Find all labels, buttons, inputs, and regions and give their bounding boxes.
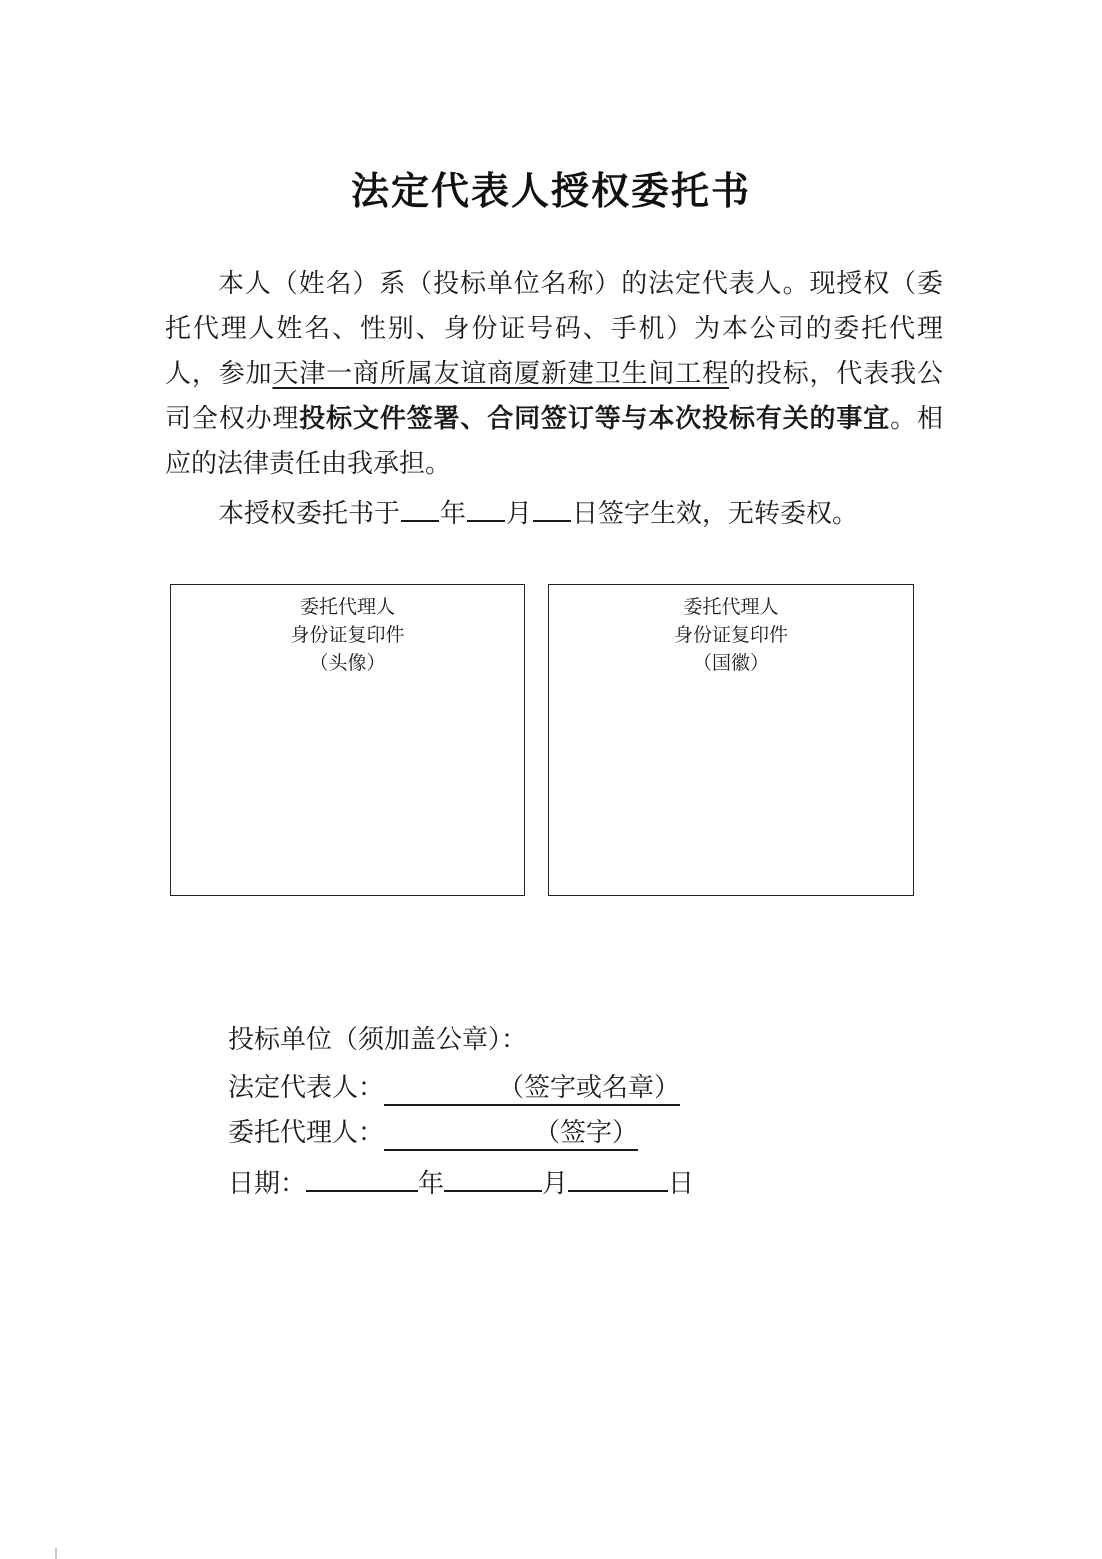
para2-year: 年 [440, 499, 467, 529]
date-year-field[interactable] [306, 1158, 418, 1192]
id-box-line1: 委托代理人 [683, 596, 779, 618]
scan-artifact [55, 1548, 57, 1559]
id-box-line2: 身份证复印件 [290, 624, 405, 646]
para-intro: 本人（姓名）系（投标单位名称）的法定代表人。现授权（委托代理人姓名、性别、身份证号码、手机）为本公司的委托代理人，参加 [165, 269, 943, 389]
date-day-field[interactable] [568, 1158, 668, 1192]
id-box-line3: （头像） [309, 652, 386, 674]
date-month-label: 月 [542, 1169, 569, 1199]
id-box-line3: （国徽） [692, 652, 769, 674]
document-title: 法定代表人授权委托书 [350, 168, 751, 213]
date-month-field[interactable] [444, 1158, 542, 1192]
date-line [228, 1158, 694, 1204]
project-name: 天津一商所属友谊商厦新建卫生间工程 [272, 359, 729, 389]
day-blank[interactable] [533, 490, 571, 522]
id-copy-box-portrait [170, 584, 525, 896]
date-year-label: 年 [418, 1169, 445, 1199]
legal-rep-hint: （签字或名章） [498, 1073, 681, 1103]
id-copy-box-emblem [548, 584, 914, 896]
bidder-label: 投标单位（须加盖公章）： [228, 1025, 528, 1055]
authorization-paragraph [165, 262, 943, 487]
para2-start: 本授权委托书于 [218, 499, 401, 529]
year-blank[interactable] [401, 490, 439, 522]
para2-day: 日签字生效，无转委权。 [572, 499, 859, 529]
legal-rep-line [228, 1068, 680, 1108]
id-box-line1: 委托代理人 [299, 596, 395, 618]
bidder-seal-line [228, 1020, 527, 1060]
agent-hint: （签字） [534, 1118, 639, 1148]
para2-month: 月 [506, 499, 533, 529]
legal-rep-signature-field[interactable] [384, 1072, 680, 1106]
para-mid: 的投标，代表我公司全权办理 [165, 359, 943, 434]
agent-line [228, 1113, 638, 1153]
authorization-scope: 投标文件签署、合同签订等与本次投标有关的事宜 [299, 404, 891, 434]
agent-label: 委托代理人： [228, 1118, 385, 1148]
effective-date-paragraph [165, 490, 943, 537]
date-day-label: 日 [668, 1169, 695, 1199]
legal-rep-label: 法定代表人： [228, 1073, 385, 1103]
id-box-line2: 身份证复印件 [673, 624, 788, 646]
para-end: 。相应的法律责任由我承担。 [165, 404, 943, 479]
month-blank[interactable] [467, 490, 505, 522]
date-label: 日期： [228, 1169, 307, 1199]
agent-signature-field[interactable] [384, 1117, 638, 1151]
